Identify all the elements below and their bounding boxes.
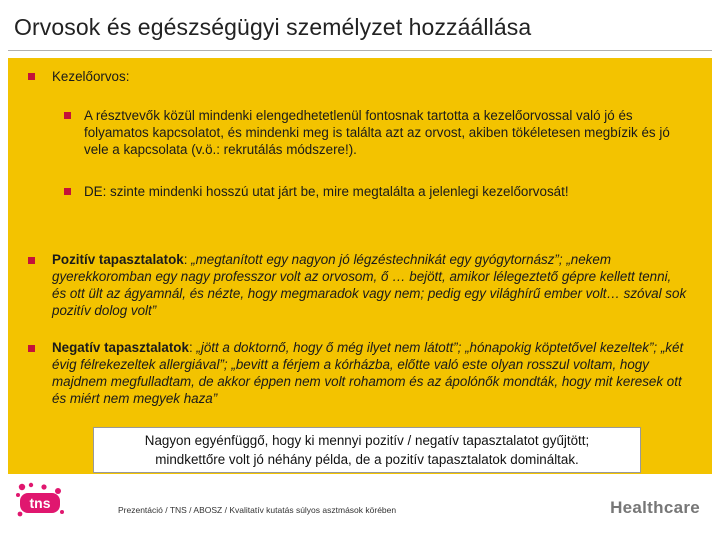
negative-quote: „jött a doktornő, hogy ő még ilyet nem látott”; „hónapokig köptetővel kezeltek”; „két évig félrekezeltek allergiával”; „bevitt a férjem a kórházba, előtte való este olyan rosszul voltam, hogy majdnem megfulladtam, de akkor éppen nem volt rohamom és az ápolónők mondták, hogy mit keresek ott és miért nem megyek haza” — [52, 340, 684, 406]
bullet-icon — [28, 257, 35, 264]
healthcare-brand: Healthcare — [610, 498, 700, 517]
title-divider — [8, 50, 712, 51]
positive-experiences — [52, 251, 688, 319]
kezeloorvos-point-2: DE: szinte mindenki hosszú utat járt be, mire megtalálta a jelenlegi kezelőorvosát! — [84, 184, 569, 199]
section-heading-kezeloorvos — [52, 68, 129, 85]
tns-logo-icon — [14, 482, 66, 520]
callout-line-1: Nagyon egyénfüggő, hogy ki mennyi pozitív / negatív tapasztalatot gyűjtött; — [144, 433, 590, 448]
kezeloorvos-label: Kezelőorvos: — [52, 69, 130, 84]
callout-line-2: mindkettőre volt jó néhány példa, de a pozitív tapasztalatok domináltak. — [155, 452, 579, 467]
bullet-icon — [28, 345, 35, 352]
positive-label: Pozitív tapasztalatok — [52, 252, 184, 267]
bullet-icon — [64, 112, 71, 119]
positive-quote: „megtanított egy nagyon jó légzéstechnikát egy gyógytornász”; „nekem gyerekkoromban egy nagy professzor volt az orvosom, ő … bejött, amikor lélegeztető gépre kellett tenni, és ott ült az ágyamnál, és nézte, hogy megmaradok vagy nem; pedig egy világhírű ember volt… szóval sok pozitív dolog volt” — [52, 252, 687, 318]
negative-label: Negatív tapasztalatok — [52, 340, 189, 355]
bullet-icon — [28, 73, 35, 80]
negative-separator: : — [188, 340, 197, 355]
page-title: Orvosok és egészségügyi személyzet hozzáállása — [14, 14, 532, 40]
summary-callout — [93, 427, 641, 473]
negative-experiences — [52, 339, 688, 407]
positive-separator: : — [183, 252, 192, 267]
logo-text: tns — [29, 495, 51, 511]
kezeloorvos-point-1: A résztvevők közül mindenki elengedhetetlenül fontosnak tartotta a kezelőorvossal való jó és folyamatos kapcsolatot, és mindenki meg is találta azt az orvost, akiben tökéletesen megbízik és jó vele a kapcsolata (v.ö.: rekrutálás módszere!). — [84, 108, 670, 157]
footer-caption: Prezentáció / TNS / ABOSZ / Kvalitatív kutatás súlyos asztmások körében — [118, 505, 397, 515]
bullet-icon — [64, 188, 71, 195]
